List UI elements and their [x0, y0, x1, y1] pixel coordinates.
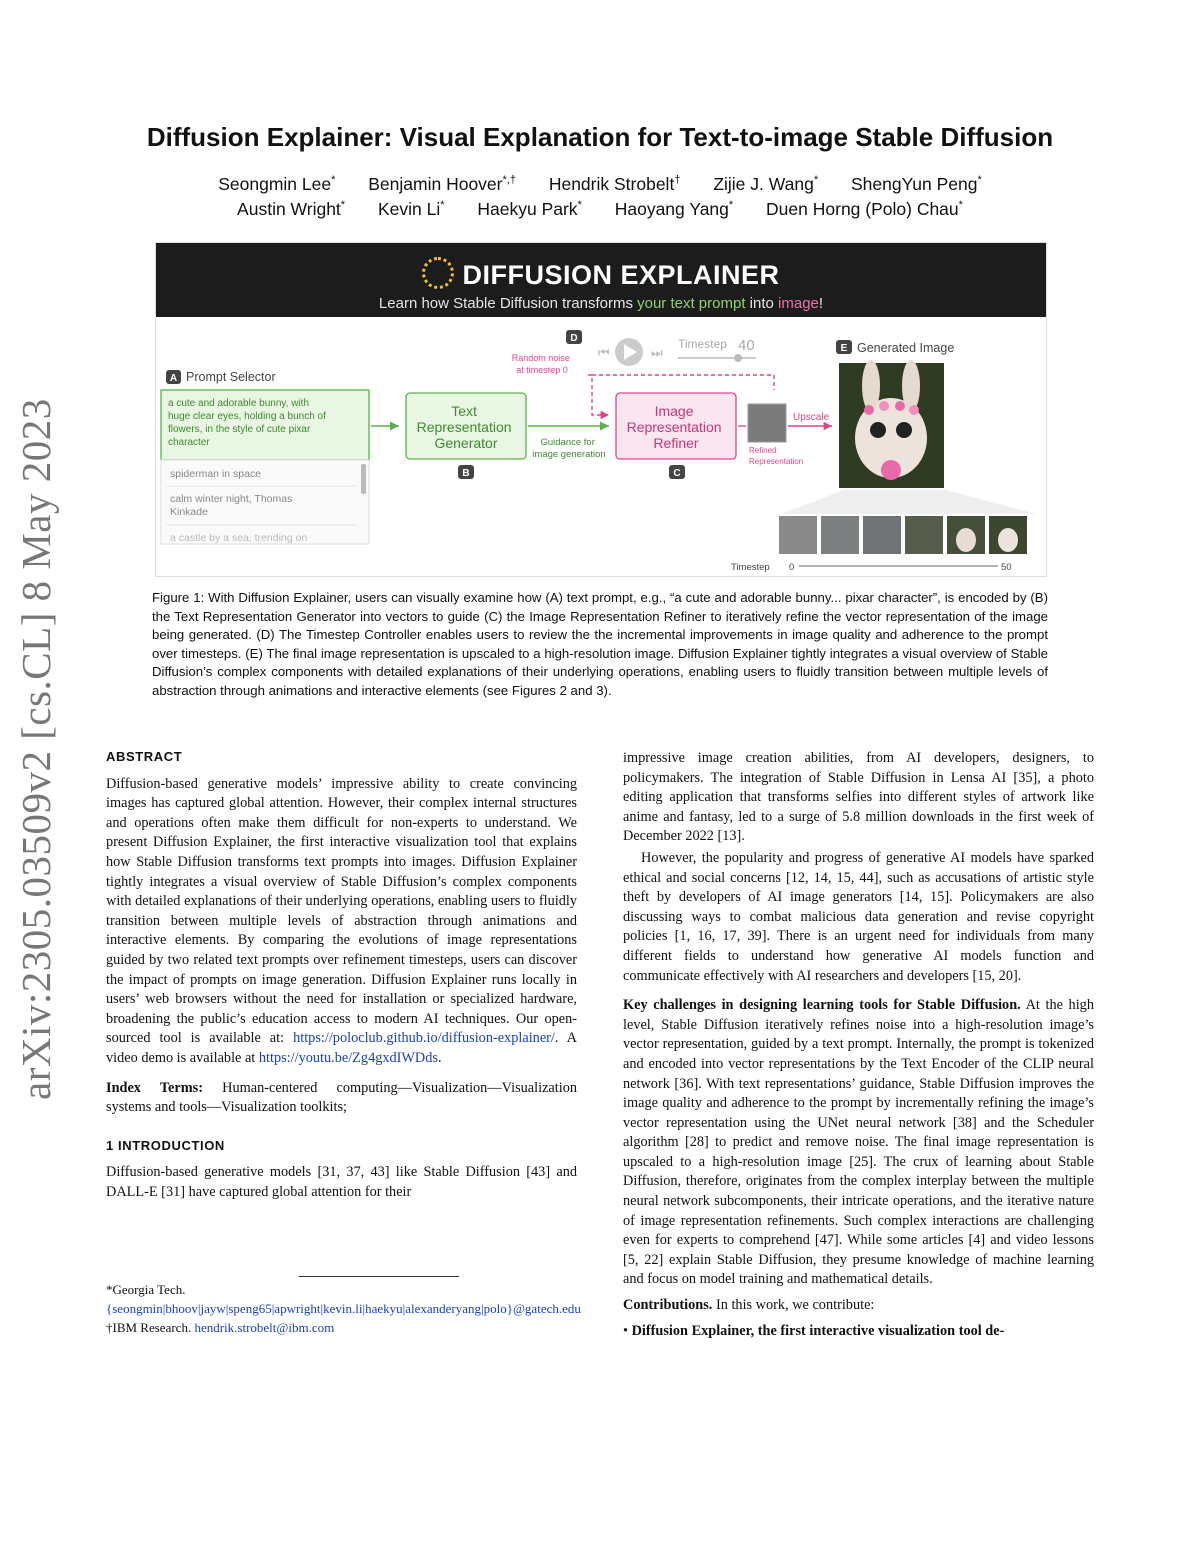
authors-line-2 [0, 199, 1200, 220]
timestep-slider-handle[interactable] [734, 354, 742, 362]
footnotes: *Georgia Tech. {seongmin|bhoov|jayw|speng65|apwright|kevin.li|haekyu|alexanderyang|polo}@gatech.edu †IBM Research. hendrik.strobelt@ibm.com [106, 1282, 581, 1335]
selected-prompt-text: a cute and adorable bunny, with huge clear eyes, holding a bunch of flowers, in the style of cute pixar character [168, 398, 326, 448]
left-column [106, 747, 577, 1202]
architecture-diagram [156, 318, 1046, 576]
app-tagline: Learn how Stable Diffusion transforms your text prompt into image! [378, 295, 824, 312]
right-paragraph-4: Contributions. In this work, we contribute: [623, 1297, 875, 1314]
author: Zijie J. Wang* [713, 174, 819, 194]
badge-b: B [462, 468, 470, 479]
guidance-label: Guidance for image generation [532, 437, 606, 460]
refined-representation-thumbnail [748, 404, 786, 442]
arxiv-stamp: arXiv:2305.03509v2 [cs.CL] 8 May 2023 [13, 398, 59, 1100]
thumbnail [779, 516, 817, 554]
project-link[interactable]: https://poloclub.github.io/diffusion-explainer/ [293, 1030, 555, 1047]
footnote-rule [299, 1276, 459, 1277]
app-header [156, 243, 1046, 317]
prompt-option[interactable]: spiderman in space [170, 468, 262, 480]
upscale-label: Upscale [793, 412, 830, 423]
figure-1 [155, 242, 1047, 577]
figure-caption: Figure 1: With Diffusion Explainer, users can visually examine how (A) text prompt, e.g., “a cute and adorable bunny... pixar character”, is encoded by (B) the Text Representation Generator into vectors to guide (C) the Image Representation Refiner to iteratively refine the vector representation of the image being generated. (D) The Timestep Controller enables users to review the the incremental improvements in image quality and adherence to the prompt over timesteps. (E) The final image representation is upscaled to a high-resolution image. Diffusion Explainer tightly integrates a visual overview of Stable Diffusion’s complex components with detailed explanations of their underlying operations, enabling users to fluidly transition between multiple levels of abstraction through animations and interactive elements (see Figures 2 and 3). [152, 590, 1048, 698]
author: Austin Wright* [237, 199, 346, 219]
author: Duen Horng (Polo) Chau* [766, 199, 963, 219]
author: Haoyang Yang* [614, 199, 734, 219]
timestep-axis-label: Timestep [731, 562, 770, 573]
timestep-label: Timestep [678, 337, 727, 351]
app-title: DIFFUSION EXPLAINER [156, 243, 1046, 291]
badge-d: D [570, 333, 578, 344]
right-column [623, 749, 1094, 1341]
prompt-option[interactable]: calm winter night, Thomas Kinkade [170, 493, 293, 518]
index-terms: Index Terms: Human-centered computing—Visualization—Visualization systems and tools—Visualization toolkits; [106, 1079, 578, 1116]
author: Kevin Li* [377, 199, 445, 219]
timestep-value: 40 [738, 337, 755, 354]
skip-forward-icon[interactable]: ⏭ [651, 345, 663, 360]
thumbnail [905, 516, 943, 554]
author: ShengYun Peng* [850, 174, 982, 194]
right-paragraph-1: impressive image creation abilities, from AI developers, designers, to policymakers. The integration of Stable Diffusion in Lensa AI [35], a photo editing application that transforms selfies into different styles of artwork like anime and fantasy, led to a surge of 5.8 million downloads in the first week of December 2022 [13]. [623, 750, 1094, 845]
right-paragraph-3: Key challenges in designing learning tools for Stable Diffusion. At the high level, Stable Diffusion iteratively refines noise into a high-resolution image’s vector representation, guided by a text prompt. Internally, the prompt is tokenized and encoded into vector representations by the Text Encoder of the CLIP neural network [36]. With text representations’ guidance, Stable Diffusion improves the image quality and adherence to the prompt by incrementally refining the image’s vector representation using the UNet neural network [38] and the Scheduler algorithm [28] to predict and remove noise. The final image representation is upscaled to a high-resolution image [25]. The crux of learning about Stable Diffusion, therefore, originates from the complex interplay between the multiple neural network subcomponents, their intricate operations, and the iterative nature of image representation refinements. Such complex interactions are challenging even for experts to comprehend [47]. While some articles [4] and video lessons [5, 22] explain Stable Diffusion, they presume knowledge of machine learning and focus on model training and mathematical details. [623, 997, 1094, 1288]
prompt-option[interactable]: a castle by a sea, trending on [170, 532, 308, 544]
abstract-heading: ABSTRACT [106, 749, 183, 764]
contribution-bullet: • Diffusion Explainer, the first interactive visualization tool de- [623, 1322, 1005, 1339]
skip-back-icon[interactable]: ⏮ [598, 345, 610, 360]
badge-a: A [169, 373, 178, 384]
author: Benjamin Hoover*,† [368, 174, 516, 194]
author-emails[interactable]: {seongmin|bhoov|jayw|speng65|apwright|kevin.li|haekyu|alexanderyang|polo}@gatech.edu [106, 1301, 581, 1316]
text-representation-generator[interactable] [406, 393, 526, 479]
generated-image-panel [781, 340, 1036, 514]
author: Haekyu Park* [477, 199, 582, 219]
timestep-controller[interactable] [566, 330, 756, 366]
ibm-email[interactable]: hendrik.strobelt@ibm.com [194, 1320, 335, 1335]
refined-label: Refined Representation [749, 446, 804, 466]
abstract-body: Diffusion-based generative models’ impressive ability to create convincing images has captured global attention. However, their complex internal structures and operations often make them difficult for non-experts to understand. We present Diffusion Explainer, the first interactive visualization tool that explains how Stable Diffusion transforms text prompts into images. Diffusion Explainer tightly integrates a visual overview of Stable Diffusion’s complex components with detailed explanations of their underlying operations, enabling users to fluidly transition between multiple levels of abstraction through animations and interactive elements. By comparing the evolutions of image representations guided by two related text prompts over refinement timesteps, users can discover the impact of prompts on image generation. Diffusion Explainer runs locally in users’ web browsers without the need for installation or specialized hardware, broadening the public’s education access to modern AI techniques. Our open-sourced tool is available at: https://poloclub.github.io/diffusion-explainer/. A video demo is available at https://youtu.be/Zg4gxdIWDds. [106, 775, 578, 1066]
paper-title: Diffusion Explainer: Visual Explanation for Text-to-image Stable Diffusion [146, 122, 1054, 152]
intro-body: Diffusion-based generative models [31, 37, 43] like Stable Diffusion [43] and DALL-E [31] have captured global attention for their [106, 1164, 577, 1200]
svg-text:Text Representation: Text Representation Generator [416, 403, 512, 451]
timestep-thumbnails [779, 516, 1027, 554]
intro-heading: 1 INTRODUCTION [106, 1137, 225, 1153]
badge-e: E [840, 343, 848, 354]
timestep-axis-end: 50 [1001, 562, 1012, 573]
thumbnail [863, 516, 901, 554]
random-noise-label: Random noise at timestep 0 [511, 353, 570, 375]
magnifier-icon [422, 257, 454, 289]
prompt-list-scrollbar[interactable] [361, 464, 366, 494]
thumbnail [821, 516, 859, 554]
prompt-selector[interactable] [161, 370, 369, 544]
image-representation-refiner[interactable] [616, 393, 736, 479]
svg-text:Image Representation: Image Representation Refiner [626, 403, 722, 451]
generated-image-label: Generated Image [857, 341, 955, 355]
badge-c: C [673, 468, 681, 479]
author: Hendrik Strobelt† [548, 174, 681, 194]
authors-line-1 [0, 174, 1200, 195]
timestep-axis-start: 0 [789, 562, 795, 573]
right-paragraph-2: However, the popularity and progress of generative AI models have sparked ethical and social concerns [12, 14, 15, 44], such as accusations of artistic style theft by developers of AI image generators [14, 15]. Policymakers are also discussing ways to combat malicious data generation and revise copyright policies [1, 16, 17, 39]. There is an urgent need for individuals from many different fields to understand how generative AI models function and communicate effectively with AI researchers and developers [15, 20]. [623, 849, 1094, 984]
prompt-selector-label: Prompt Selector [186, 370, 276, 384]
video-link[interactable]: https://youtu.be/Zg4gxdIWDds [258, 1049, 438, 1066]
author: Seongmin Lee* [218, 174, 336, 194]
